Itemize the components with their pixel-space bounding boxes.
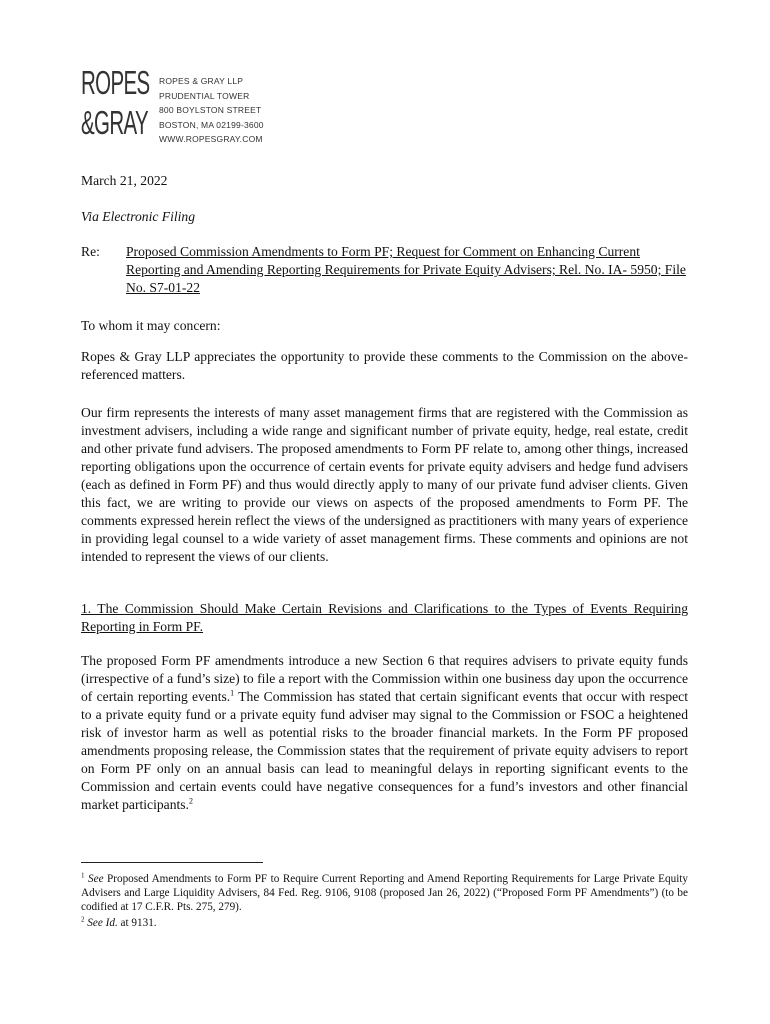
paragraph-text: The proposed Form PF amendments introduce a new Section 6 that requires advisers to private equity funds (irrespective of a fund’s size) to file a report with the Commission within one business day upon the occurrence of certain reporting events.	[81, 653, 688, 704]
footnote-text: Proposed Amendments to Form PF to Require Current Reporting and Amend Reporting Requirements for Large Private Equity Advisers and Large Liquidity Advisers, 84 Fed. Reg. 9106, 9108 (proposed Jan 26, 2022) (“Proposed Form PF Amendments”) (to be codified at 17 C.F.R. Pts. 275, 279).	[81, 873, 689, 914]
address-website[interactable]: WWW.ROPESGRAY.COM	[159, 134, 263, 144]
footnote-2	[81, 916, 688, 930]
address-line: ROPES & GRAY LLP	[159, 76, 244, 86]
logo-line-1: ROPES	[81, 64, 150, 101]
paragraph-section-6	[81, 652, 688, 814]
footnote-number: 2	[81, 915, 85, 924]
footnote-signal: See	[88, 873, 104, 885]
paragraph-firm: Our firm represents the interests of many asset management firms that are registered with the Commission as investment advisers, including a wide range and significant number of private equity, hedge, real estate, credit and other private fund advisers. The proposed amendments to Form PF relate to, among other things, increased reporting obligations upon the occurrence of certain events for private equity advisers and hedge fund advisers (each as defined in Form PF) and thus would directly apply to many of our private fund adviser clients. Given this fact, we are writing to provide our views on aspects of the proposed amendments to Form PF. The comments expressed herein reflect the views of the undersigned as practitioners with many years of experience in providing legal counsel to a wide variety of asset management firms. These comments and opinions are not intended to represent the views of our clients.	[81, 405, 688, 564]
address-line: 800 BOYLSTON STREET	[159, 105, 262, 115]
footnote-text: at 9131.	[117, 917, 157, 929]
subject-text: Proposed Commission Amendments to Form PF; Request for Comment on Enhancing Current Reporting and Amending Reporting Requirements for Private Equity Advisers; Rel. No. IA- 5950; File No. S7-01-22	[126, 244, 686, 295]
firm-logo	[81, 64, 150, 156]
footnote-ref-2[interactable]: 2	[188, 796, 193, 806]
footnote-divider	[81, 862, 263, 863]
letterhead-address	[159, 74, 264, 147]
letter-date: March 21, 2022	[81, 173, 168, 188]
paragraph-text: The Commission has stated that certain significant events that occur with respect to a private equity fund or a private equity fund adviser may signal to the Commission or FSOC a heightened risk of investor harm as well as potential risks to the broader financial markets. In the Form PF proposed amendments proposing release, the Commission states that the requirement of private equity advisers to report on Form PF only on an annual basis can lead to meaningful delays in reporting significant events to the Commission and certain events could have negative consequences for a fund’s investors and other financial market participants.	[81, 689, 688, 812]
section-heading-1: 1. The Commission Should Make Certain Revisions and Clarifications to the Types of Events Requiring Reporting in Form PF.	[81, 601, 688, 634]
footnote-1	[81, 872, 688, 915]
delivery-method: Via Electronic Filing	[81, 209, 196, 224]
footnote-ref-1[interactable]: 1	[230, 688, 235, 698]
logo-line-2: &GRAY	[81, 104, 149, 141]
address-line: BOSTON, MA 02199-3600	[159, 119, 264, 130]
footnote-signal: See Id.	[87, 917, 118, 929]
paragraph-intro: Ropes & Gray LLP appreciates the opportunity to provide these comments to the Commission on the above-referenced matters.	[81, 349, 688, 382]
salutation: To whom it may concern:	[81, 318, 221, 333]
subject-label: Re:	[81, 244, 100, 259]
address-line: PRUDENTIAL TOWER	[159, 90, 250, 101]
footnote-number: 1	[81, 871, 85, 880]
